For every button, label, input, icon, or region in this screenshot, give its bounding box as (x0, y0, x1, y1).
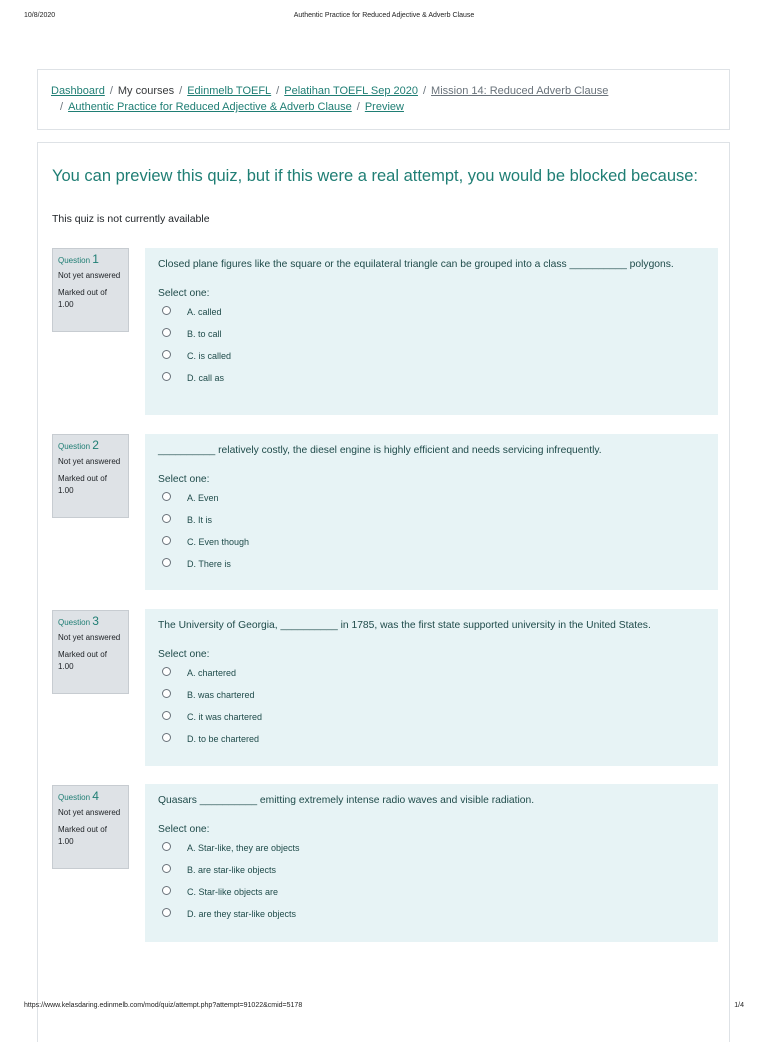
answer-option-label[interactable]: C. it was chartered (187, 712, 263, 722)
breadcrumb-mission-link[interactable]: Mission 14: Reduced Adverb Clause (431, 85, 609, 97)
question-text: __________ relatively costly, the diesel engine is highly efficient and needs servicing infrequently. (158, 445, 602, 456)
print-page-number: 1/4 (734, 1002, 744, 1009)
breadcrumb-separator: / (356, 101, 360, 113)
radio-button[interactable] (162, 558, 171, 567)
select-one-prompt: Select one: (158, 824, 210, 835)
question-info-2 (52, 434, 129, 518)
answer-option-label[interactable]: D. are they star-like objects (187, 909, 297, 919)
answer-option-label[interactable]: C. is called (187, 351, 232, 361)
answer-option-label[interactable]: A. called (187, 307, 222, 317)
answer-option[interactable] (158, 301, 705, 323)
breadcrumb-preview-link[interactable]: Preview (364, 101, 404, 113)
question-content-1 (145, 248, 718, 415)
radio-button[interactable] (162, 886, 171, 895)
answer-option-label[interactable]: C. Even though (187, 537, 250, 547)
print-header (0, 12, 768, 22)
question-info-4 (52, 785, 129, 869)
breadcrumb-separator: / (422, 85, 427, 97)
answer-option-label[interactable]: D. call as (187, 373, 225, 383)
answer-option[interactable] (158, 706, 705, 728)
breadcrumb (37, 69, 730, 130)
answer-option[interactable] (158, 323, 705, 345)
answer-option[interactable] (158, 531, 705, 553)
select-one-prompt: Select one: (158, 649, 210, 660)
question-state: Not yet answered (58, 633, 121, 642)
question-number-label: Question 1 (58, 252, 99, 266)
question-text: Closed plane figures like the square or the equilateral triangle can be grouped into a class __________ polygons. (158, 259, 674, 270)
answer-option[interactable] (158, 859, 705, 881)
radio-button[interactable] (162, 711, 171, 720)
question-grade: Marked out of 1.00 (58, 650, 107, 671)
radio-button[interactable] (162, 689, 171, 698)
answer-option-label[interactable]: A. chartered (187, 668, 237, 678)
radio-button[interactable] (162, 667, 171, 676)
radio-button[interactable] (162, 328, 171, 337)
question-state: Not yet answered (58, 457, 121, 466)
answer-option[interactable] (158, 837, 705, 859)
answer-option[interactable] (158, 903, 705, 925)
question-state: Not yet answered (58, 808, 121, 817)
radio-button[interactable] (162, 372, 171, 381)
print-title: Authentic Practice for Reduced Adjective & Adverb Clause (293, 12, 475, 19)
select-one-prompt: Select one: (158, 474, 210, 485)
radio-button[interactable] (162, 908, 171, 917)
answer-option-label[interactable]: A. Even (187, 493, 219, 503)
question-text: The University of Georgia, __________ in 1785, was the first state supported university in the United States. (158, 620, 651, 631)
question-number-label: Question 3 (58, 614, 99, 628)
question-number-label: Question 2 (58, 438, 99, 452)
breadcrumb-section-link[interactable]: Pelatihan TOEFL Sep 2020 (284, 85, 418, 97)
breadcrumb-separator: / (179, 85, 183, 97)
select-one-prompt: Select one: (158, 288, 210, 299)
breadcrumb-my-courses: My courses (117, 85, 175, 97)
answer-option-label[interactable]: B. was chartered (187, 690, 255, 700)
question-grade: Marked out of 1.00 (58, 474, 107, 495)
question-info-1 (52, 248, 129, 332)
answer-option[interactable] (158, 367, 705, 389)
question-number-label: Question 4 (58, 789, 99, 803)
question-text: Quasars __________ emitting extremely intense radio waves and visible radiation. (158, 795, 535, 806)
radio-button[interactable] (162, 536, 171, 545)
answer-option[interactable] (158, 684, 705, 706)
question-grade: Marked out of 1.00 (58, 825, 107, 846)
quiz-main-region (37, 142, 730, 1042)
breadcrumb-course-link[interactable]: Edinmelb TOEFL (187, 85, 272, 97)
answer-option-label[interactable]: C. Star-like objects are (187, 887, 279, 897)
answer-option[interactable] (158, 553, 705, 575)
answer-option-label[interactable]: B. are star-like objects (187, 865, 277, 875)
radio-button[interactable] (162, 306, 171, 315)
question-state: Not yet answered (58, 271, 121, 280)
quiz-availability-notice: This quiz is not currently available (52, 213, 210, 225)
answer-option[interactable] (158, 881, 705, 903)
print-date: 10/8/2020 (24, 12, 56, 19)
question-content-4 (145, 784, 718, 942)
answer-option[interactable] (158, 509, 705, 531)
answer-option[interactable] (158, 487, 705, 509)
page-heading: You can preview this quiz, but if this were a real attempt, you would be blocked because: (52, 167, 699, 185)
answer-option-label[interactable]: B. It is (187, 515, 213, 525)
question-content-3 (145, 609, 718, 766)
radio-button[interactable] (162, 842, 171, 851)
breadcrumb-quiz-link[interactable]: Authentic Practice for Reduced Adjective & Adverb Clause (68, 101, 352, 113)
answer-option-label[interactable]: A. Star-like, they are objects (187, 843, 300, 853)
print-url: https://www.kelasdaring.edinmelb.com/mod/quiz/attempt.php?attempt=91022&cmid=5178 (24, 1002, 303, 1009)
print-footer (0, 1002, 768, 1012)
radio-button[interactable] (162, 733, 171, 742)
answer-option-label[interactable]: D. There is (187, 559, 231, 569)
question-grade: Marked out of 1.00 (58, 288, 107, 309)
answer-option-label[interactable]: D. to be chartered (187, 734, 260, 744)
answer-option[interactable] (158, 662, 705, 684)
breadcrumb-separator: / (109, 85, 113, 97)
question-content-2 (145, 434, 718, 590)
breadcrumb-dashboard-link[interactable]: Dashboard (51, 85, 105, 97)
radio-button[interactable] (162, 350, 171, 359)
question-info-3 (52, 610, 129, 694)
radio-button[interactable] (162, 514, 171, 523)
answer-option[interactable] (158, 728, 705, 750)
breadcrumb-separator: / (60, 101, 64, 113)
radio-button[interactable] (162, 864, 171, 873)
radio-button[interactable] (162, 492, 171, 501)
answer-option-label[interactable]: B. to call (187, 329, 222, 339)
answer-option[interactable] (158, 345, 705, 367)
breadcrumb-separator: / (276, 85, 280, 97)
